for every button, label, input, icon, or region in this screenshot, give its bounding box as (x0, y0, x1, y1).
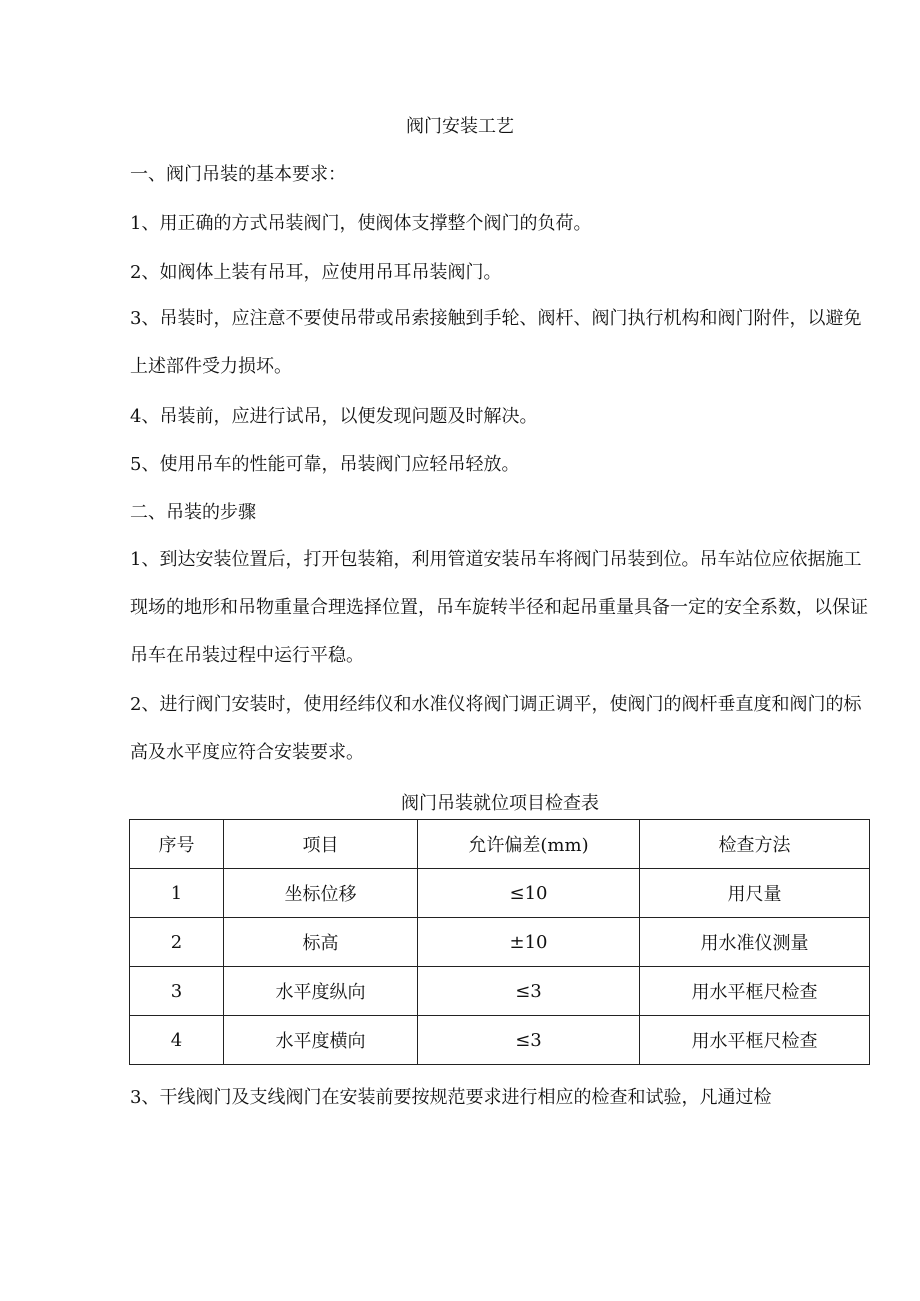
table-caption: 阀门吊装就位项目检查表 (401, 793, 599, 814)
section-1-heading: 一、阀门吊装的基本要求： (130, 164, 346, 185)
section-1-item-1: 1、用正确的方式吊装阀门，使阀体支撑整个阀门的负荷。 (130, 213, 592, 234)
table-header-cell: 检查方法 (640, 820, 870, 869)
table-row (130, 918, 870, 967)
table-cell: 水平度纵向 (224, 967, 418, 1016)
section-1-item-3: 3、吊装时，应注意不要使吊带或吊索接触到手轮、阀杆、阀门执行机构和阀门附件，以避免上述部件受力损坏。 (130, 308, 862, 377)
table-cell: 标高 (224, 918, 418, 967)
document-title: 阀门安装工艺 (406, 116, 514, 137)
table-header-cell: 序号 (130, 820, 224, 869)
table-cell: 用水平框尺检查 (640, 967, 870, 1016)
section-1-item-5: 5、使用吊车的性能可靠，吊装阀门应轻吊轻放。 (130, 454, 520, 475)
table-header-row (130, 820, 870, 869)
table-cell: 1 (130, 869, 224, 918)
section-1-item-4: 4、吊装前，应进行试吊，以便发现问题及时解决。 (130, 406, 538, 427)
table-cell: ≤10 (418, 869, 640, 918)
table-cell: 3 (130, 967, 224, 1016)
table-row (130, 1016, 870, 1065)
section-2-heading: 二、吊装的步骤 (130, 502, 256, 523)
inspection-table (129, 819, 870, 1065)
section-2-item-2: 2、进行阀门安装时，使用经纬仪和水准仪将阀门调正调平，使阀门的阀杆垂直度和阀门的标高及水平度应符合安装要求。 (130, 694, 862, 763)
table-cell: ≤3 (418, 967, 640, 1016)
table-cell: ±10 (418, 918, 640, 967)
table-cell: 用尺量 (640, 869, 870, 918)
table-cell: 2 (130, 918, 224, 967)
table-row (130, 967, 870, 1016)
table-cell: 坐标位移 (224, 869, 418, 918)
table-cell: 用水准仪测量 (640, 918, 870, 967)
section-2-item-1: 1、到达安装位置后，打开包装箱，利用管道安装吊车将阀门吊装到位。吊车站位应依据施工现场的地形和吊物重量合理选择位置，吊车旋转半径和起吊重量具备一定的安全系数，以保证吊车在吊装过程中运行平稳。 (130, 549, 868, 666)
table-header-cell: 允许偏差(mm) (418, 820, 640, 869)
section-2-item-3: 3、干线阀门及支线阀门在安装前要按规范要求进行相应的检查和试验，凡通过检 (130, 1087, 772, 1108)
table-cell: 水平度横向 (224, 1016, 418, 1065)
table-cell: ≤3 (418, 1016, 640, 1065)
table-cell: 4 (130, 1016, 224, 1065)
table-cell: 用水平框尺检查 (640, 1016, 870, 1065)
section-1-item-2: 2、如阀体上装有吊耳，应使用吊耳吊装阀门。 (130, 262, 502, 283)
table-header-cell: 项目 (224, 820, 418, 869)
table-row (130, 869, 870, 918)
